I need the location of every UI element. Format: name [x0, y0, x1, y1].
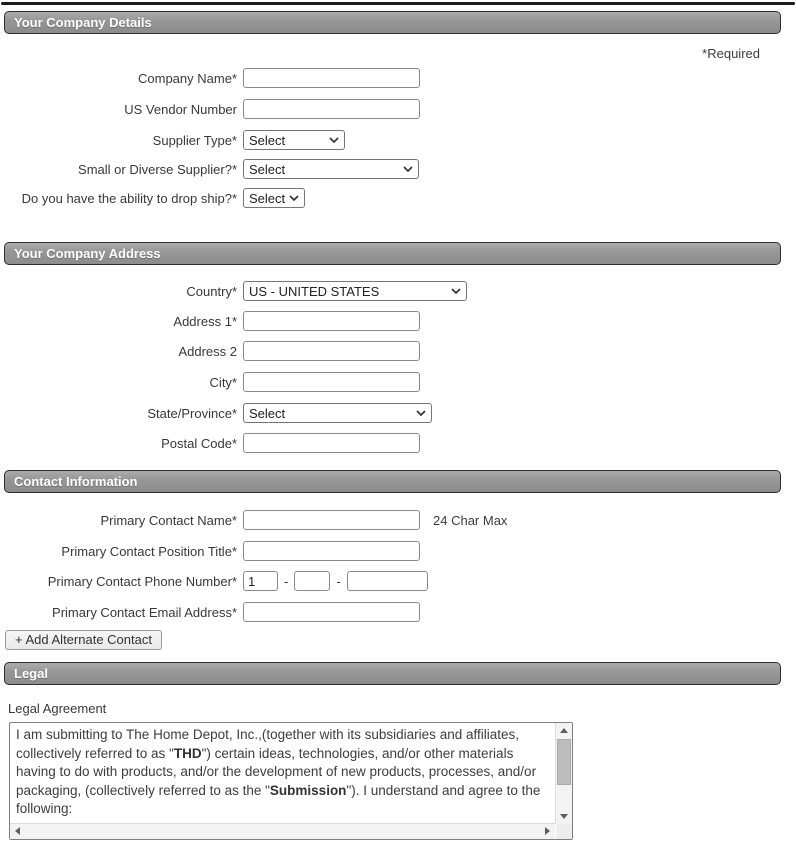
- supplier-type-label: Supplier Type*: [152, 132, 237, 148]
- city-label: City*: [209, 374, 237, 390]
- postal-code-input[interactable]: [243, 433, 420, 453]
- chevron-down-icon: [325, 137, 339, 143]
- primary-contact-title-input[interactable]: [243, 541, 420, 561]
- primary-contact-name-input[interactable]: [243, 510, 420, 530]
- primary-contact-title-label: Primary Contact Position Title*: [61, 543, 237, 559]
- top-divider: [1, 2, 795, 5]
- scrollbar-corner: [556, 824, 572, 839]
- state-province-value: Select: [249, 405, 286, 421]
- phone-dash: -: [336, 573, 341, 589]
- drop-ship-label: Do you have the ability to drop ship?*: [21, 190, 237, 206]
- us-vendor-number-label: US Vendor Number: [124, 101, 237, 117]
- section-header-company-address: [4, 242, 781, 265]
- scroll-right-icon[interactable]: [540, 824, 555, 838]
- primary-contact-phone-label: Primary Contact Phone Number*: [47, 573, 237, 589]
- chevron-down-icon: [285, 195, 299, 201]
- us-vendor-number-input[interactable]: [243, 99, 420, 119]
- company-name-input[interactable]: [243, 68, 420, 88]
- scroll-left-icon[interactable]: [10, 824, 25, 838]
- vertical-scrollbar-thumb[interactable]: [557, 739, 571, 785]
- diverse-supplier-label: Small or Diverse Supplier?*: [78, 161, 237, 177]
- address1-input[interactable]: [243, 311, 420, 331]
- address1-label: Address 1*: [173, 313, 237, 329]
- phone-area-code-input[interactable]: [294, 571, 330, 591]
- section-header-company-details: [4, 11, 781, 34]
- company-name-label: Company Name*: [138, 70, 237, 86]
- add-alternate-contact-button[interactable]: + Add Alternate Contact: [5, 630, 162, 650]
- drop-ship-select[interactable]: [243, 188, 305, 208]
- scroll-down-icon[interactable]: [556, 809, 572, 824]
- diverse-supplier-select[interactable]: [243, 159, 419, 179]
- section-title: Your Company Details: [14, 15, 152, 30]
- chevron-down-icon: [447, 288, 461, 294]
- required-note: *Required: [702, 46, 760, 61]
- state-province-select[interactable]: [243, 403, 432, 423]
- country-value: US - UNITED STATES: [249, 283, 380, 299]
- char-max-note: 24 Char Max: [433, 512, 508, 528]
- city-input[interactable]: [243, 372, 420, 392]
- horizontal-scrollbar[interactable]: [10, 823, 555, 839]
- section-title: Legal: [14, 666, 48, 681]
- phone-country-code-input[interactable]: [243, 571, 278, 591]
- country-label: Country*: [186, 283, 237, 299]
- scroll-up-icon[interactable]: [556, 723, 572, 738]
- postal-code-label: Postal Code*: [161, 435, 237, 451]
- legal-agreement-label: Legal Agreement: [8, 701, 107, 716]
- diverse-supplier-value: Select: [249, 161, 286, 177]
- primary-contact-name-label: Primary Contact Name*: [100, 512, 237, 528]
- section-header-legal: [4, 662, 781, 685]
- supplier-type-value: Select: [249, 132, 286, 148]
- phone-number-input[interactable]: [347, 571, 428, 591]
- phone-dash: -: [284, 573, 289, 589]
- primary-contact-email-label: Primary Contact Email Address*: [52, 604, 237, 620]
- chevron-down-icon: [399, 166, 413, 172]
- legal-agreement-textarea[interactable]: [9, 722, 573, 840]
- section-header-contact-information: [4, 470, 781, 493]
- country-select[interactable]: [243, 281, 467, 301]
- supplier-type-select[interactable]: [243, 130, 345, 150]
- primary-contact-email-input[interactable]: [243, 602, 420, 622]
- chevron-down-icon: [412, 410, 426, 416]
- legal-agreement-text: I am submitting to The Home Depot, Inc.,(together with its subsidiaries and affiliates, collectively referred to as "THD") certain ideas, technologies, and/or other materials having to do with products, and/or the development of new products, processes, and/or packaging, (collectively referred to as the "Submission"). I understand and agree to the following:: [16, 727, 541, 817]
- address2-input[interactable]: [243, 341, 420, 361]
- address2-label: Address 2: [178, 343, 237, 359]
- section-title: Your Company Address: [14, 246, 161, 261]
- section-title: Contact Information: [14, 474, 138, 489]
- state-province-label: State/Province*: [147, 405, 237, 421]
- vertical-scrollbar[interactable]: [555, 723, 572, 824]
- drop-ship-value: Select: [249, 190, 285, 206]
